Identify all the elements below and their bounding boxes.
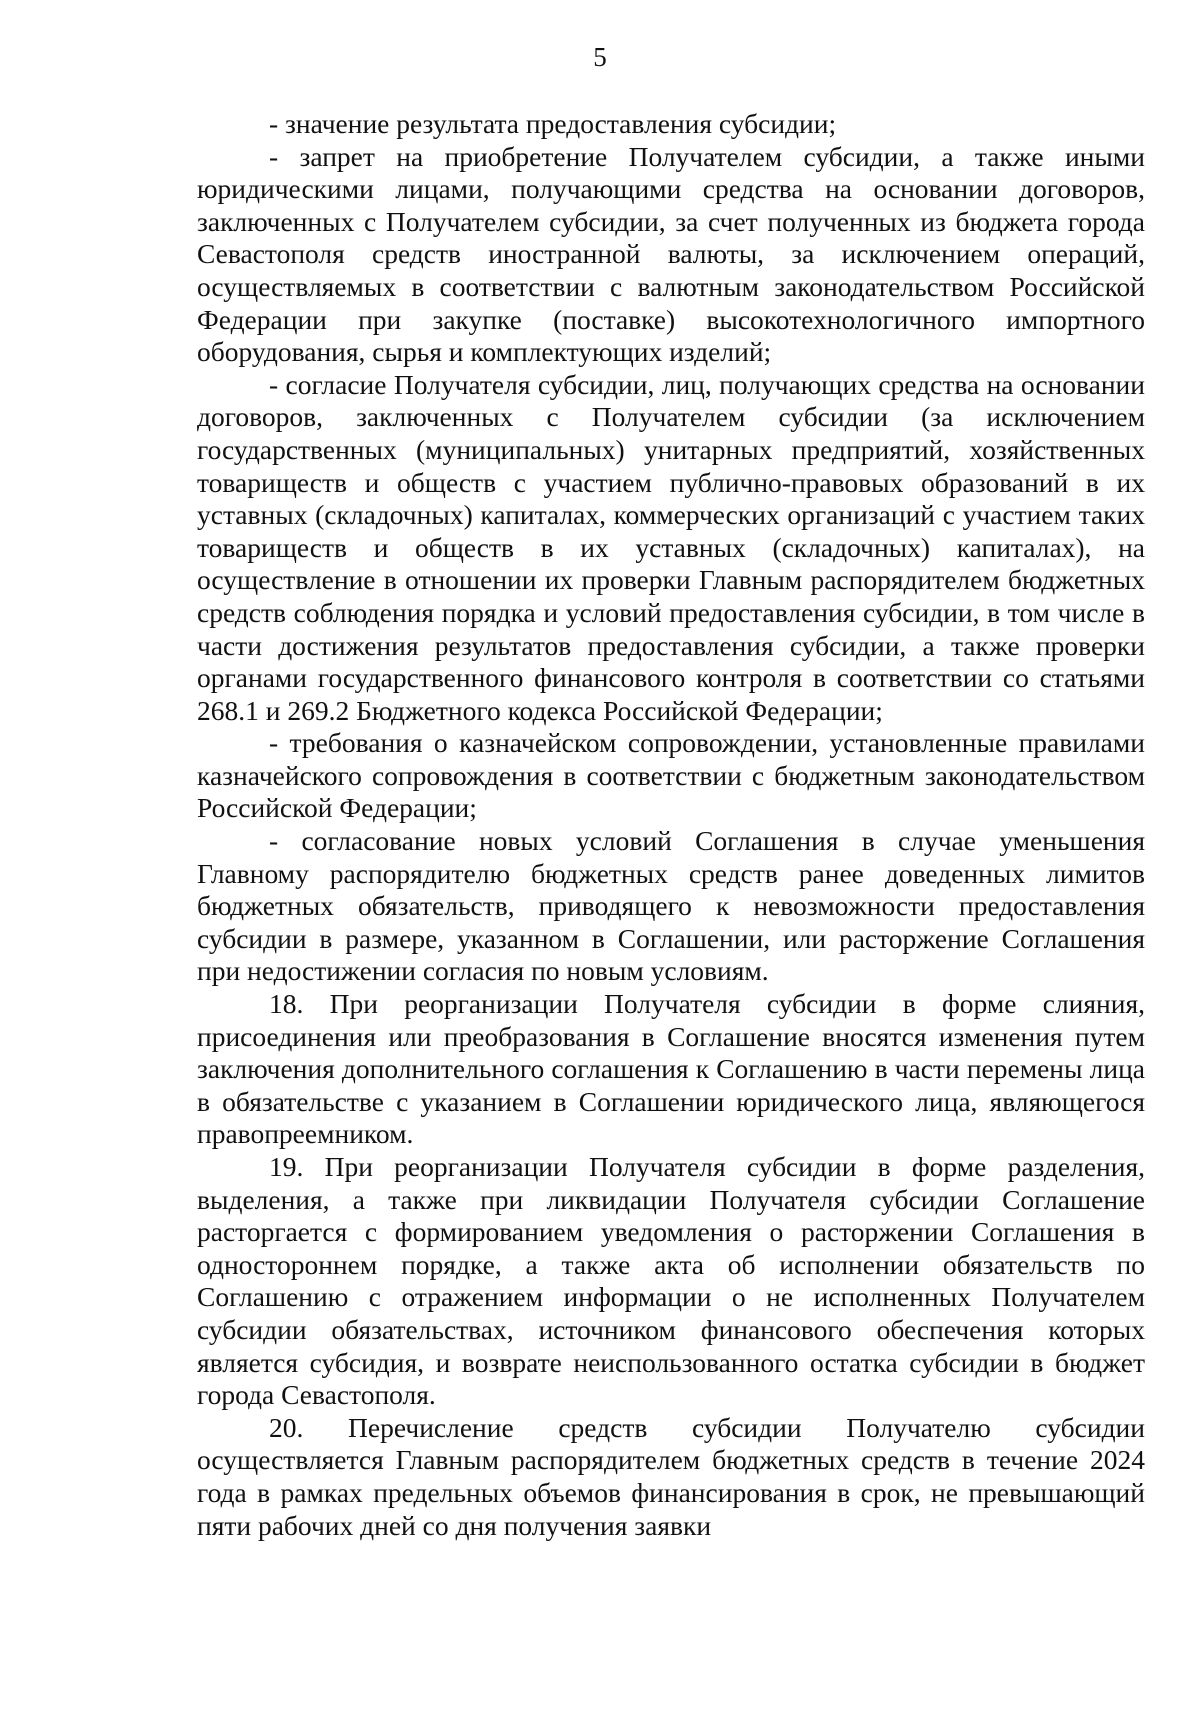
page-number: 5 <box>593 42 607 72</box>
paragraph-20-transfer: 20. Перечисление средств субсидии Получателю субсидии осуществляется Главным распорядителем бюджетных средств в течение 2024 года в рамках предельных объемов финансирования в срок, не превышающий пяти рабочих дней со дня получения заявки <box>197 1411 1145 1541</box>
paragraph-new-conditions: - согласование новых условий Соглашения в случае уменьшения Главному распорядителю бюджетных средств ранее доведенных лимитов бюджетных обязательств, приводящего к невозможности предоставления субсидии в размере, указанном в Соглашении, или расторжение Соглашения при недостижении согласия по новым условиям. <box>197 825 1145 987</box>
document-body <box>197 108 1145 1542</box>
paragraph-currency-ban: - запрет на приобретение Получателем субсидии, а также иными юридическими лицами, получающими средства на основании договоров, заключенных с Получателем субсидии, за счет полученных из бюджета города Севастополя средств иностранной валюты, за исключением операций, осуществляемых в соответствии с валютным законодательством Российской Федерации при закупке (поставке) высокотехнологичного импортного оборудования, сырья и комплектующих изделий; <box>197 140 1145 368</box>
paragraph-treasury-support: - требования о казначейском сопровождении, установленные правилами казначейского сопровождения в соответствии с бюджетным законодательством Российской Федерации; <box>197 727 1145 824</box>
paragraph-18-merger: 18. При реорганизации Получателя субсидии в форме слияния, присоединения или преобразования в Соглашение вносятся изменения путем заключения дополнительного соглашения к Соглашению в части перемены лица в обязательстве с указанием в Соглашении юридического лица, являющегося правопреемником. <box>197 988 1145 1150</box>
paragraph-result-value: - значение результата предоставления субсидии; <box>269 108 837 139</box>
paragraph-19-division: 19. При реорганизации Получателя субсидии в форме разделения, выделения, а также при ликвидации Получателя субсидии Соглашение расторгается с формированием уведомления о расторжении Соглашения в одностороннем порядке, а также акта об исполнении обязательств по Соглашению с отражением информации о не исполненных Получателем субсидии обязательствах, источником финансового обеспечения которых является субсидия, и возврате неиспользованного остатка субсидии в бюджет города Севастополя. <box>197 1151 1145 1411</box>
paragraph-inspection-consent: - согласие Получателя субсидии, лиц, получающих средства на основании договоров, заключенных с Получателем субсидии (за исключением государственных (муниципальных) унитарных предприятий, хозяйственных товариществ и обществ с участием публично-правовых образований в их уставных (складочных) капиталах, коммерческих организаций с участием таких товариществ и обществ в их уставных (складочных) капиталах), на осуществление в отношении их проверки Главным распорядителем бюджетных средств соблюдения порядка и условий предоставления субсидии, в том числе в части достижения результатов предоставления субсидии, а также проверки органами государственного финансового контроля в соответствии со статьями 268.1 и 269.2 Бюджетного кодекса Российской Федерации; <box>197 368 1145 726</box>
